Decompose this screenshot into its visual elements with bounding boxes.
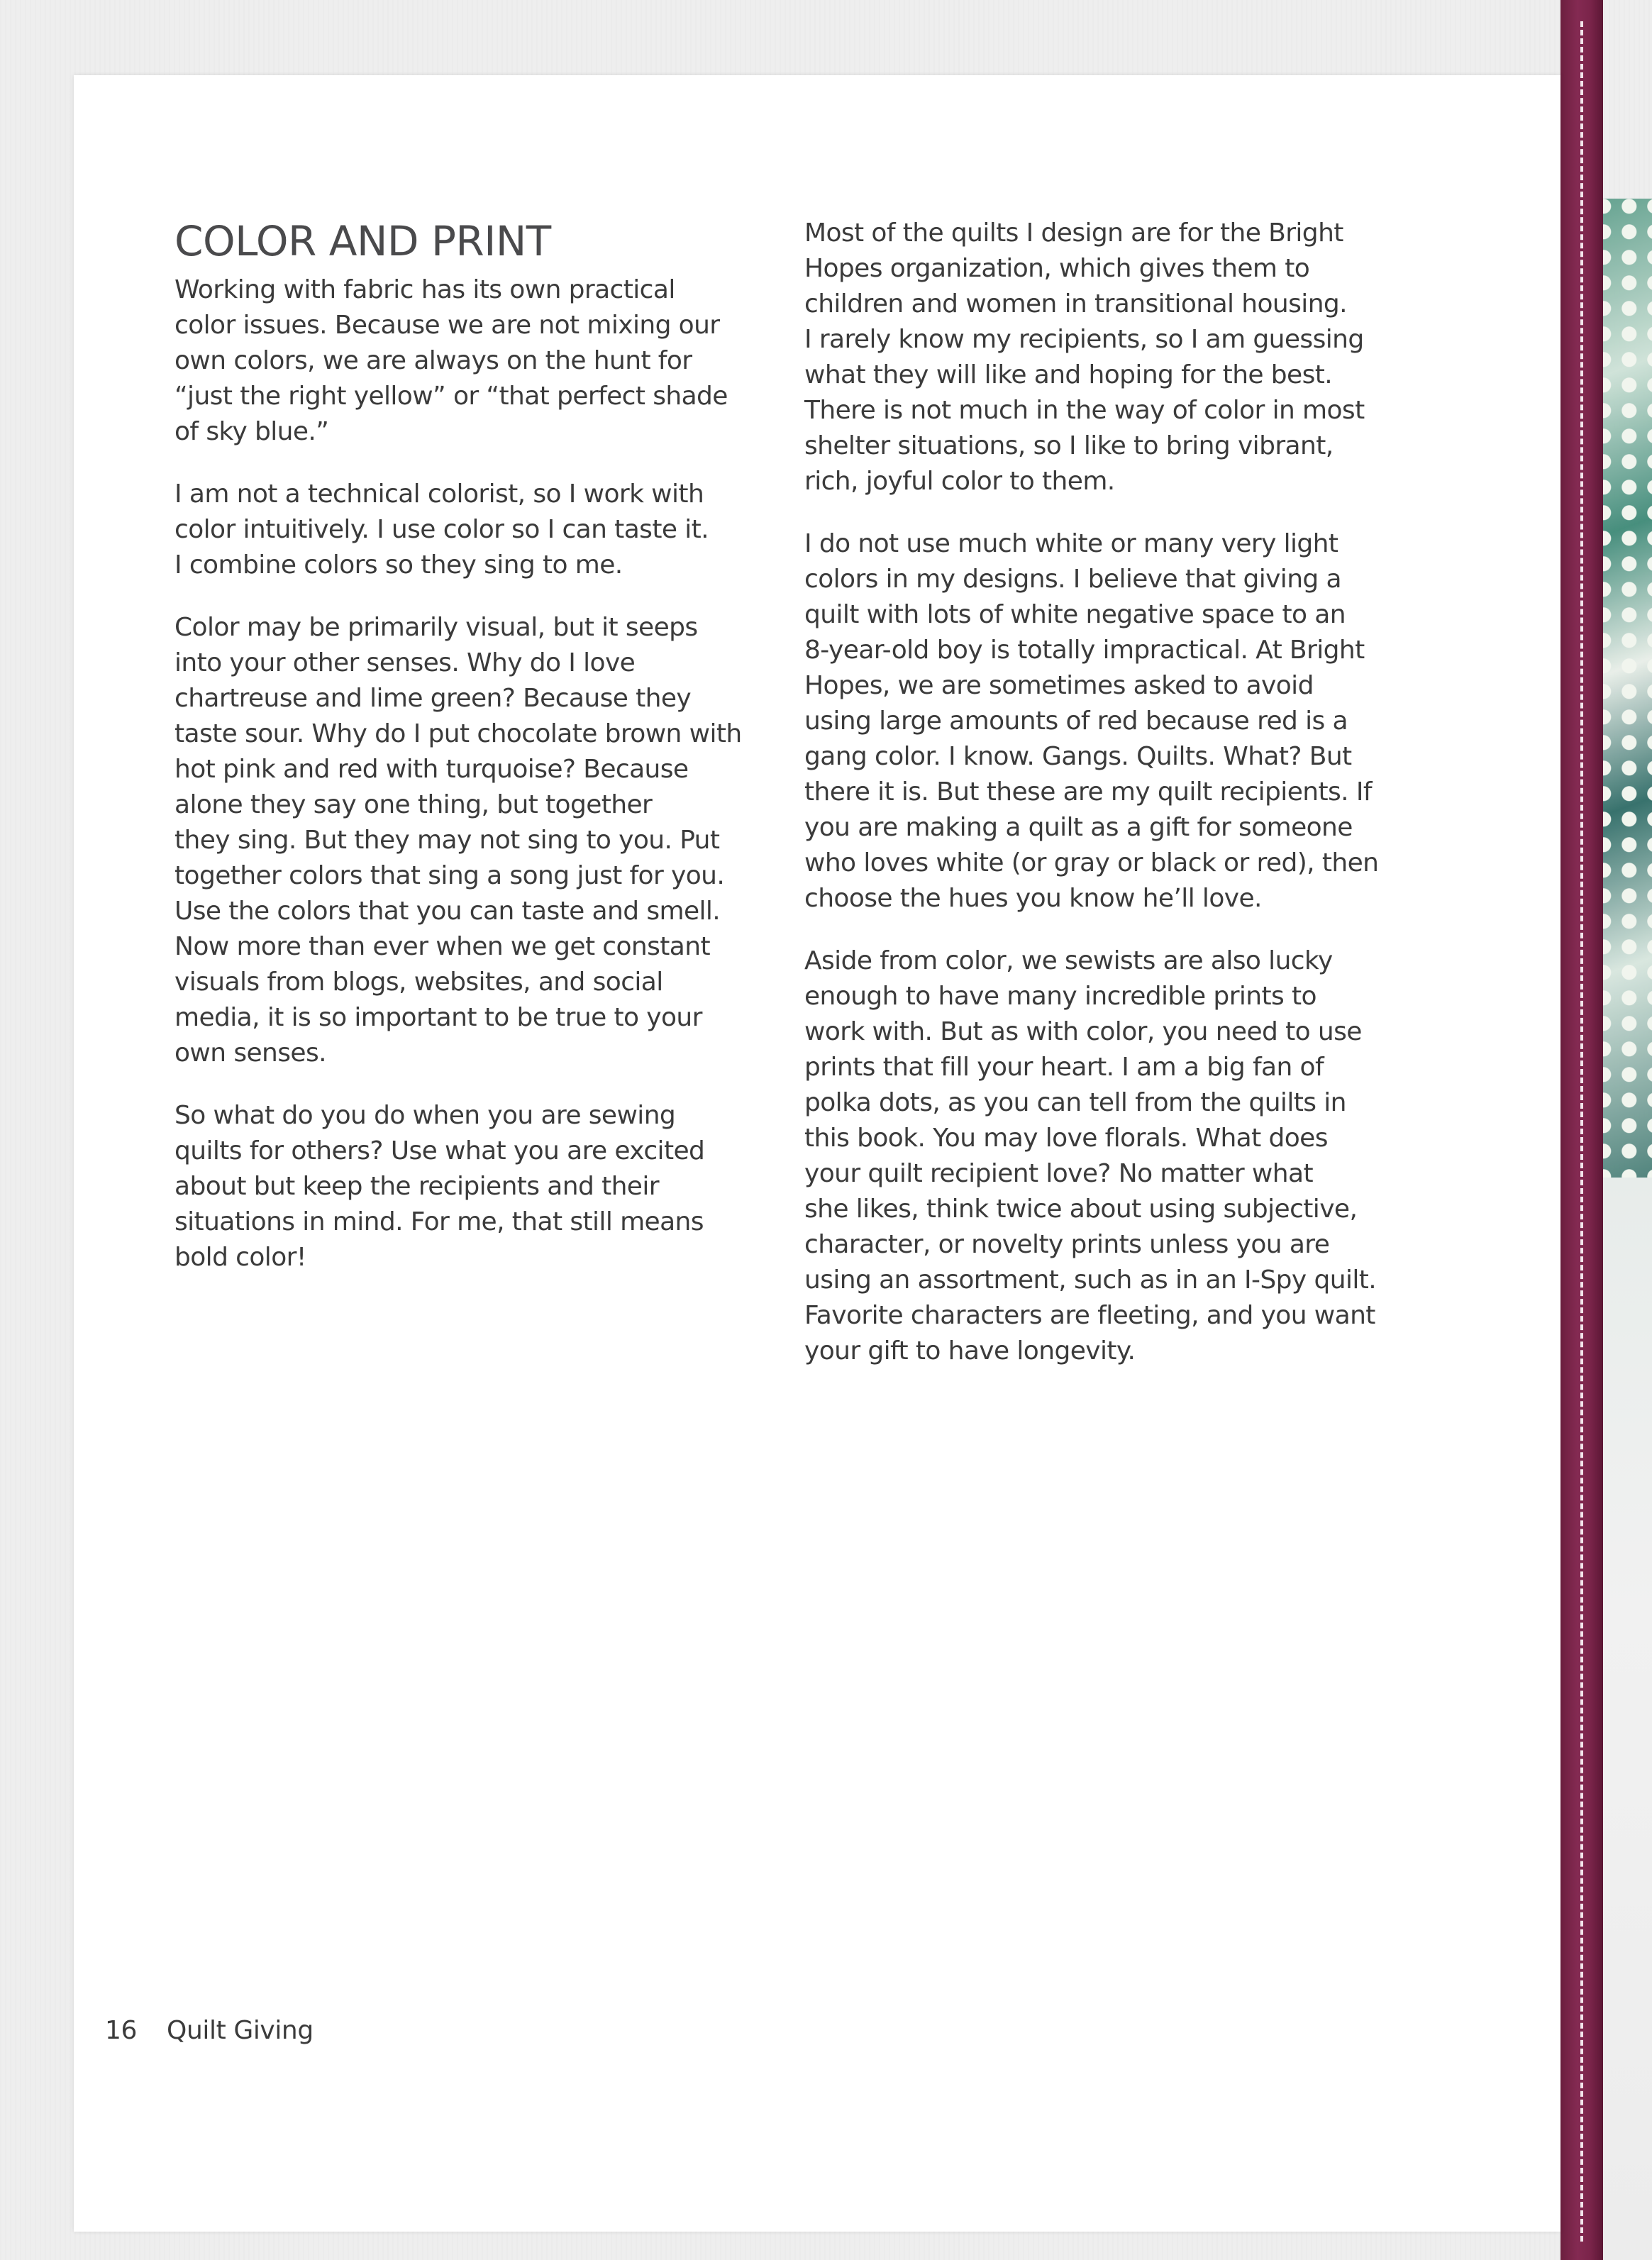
page-footer xyxy=(105,2013,314,2049)
paragraph: Color may be primarily visual, but it seeps into your other senses. Why do I love chartreuse and lime green? Because they taste sour. Why do I put chocolate brown with hot pink and red with turquoise? Because alone they say one thing, but together they sing. But they may not sing to you. Put together colors that sing a song just for you. Use the colors that you can taste and smell. Now more than ever when we get constant visuals from blogs, websites, and social media, it is so important to be true to your own senses. xyxy=(174,613,742,1068)
running-title: Quilt Giving xyxy=(167,2016,314,2045)
paragraph: So what do you do when you are sewing quilts for others? Use what you are excited about but keep the recipients and their situations in mind. For me, that still means bold color! xyxy=(174,1101,705,1272)
paragraph: Aside from color, we sewists are also lucky enough to have many incredible prints to work with. But as with color, you need to use prints that fill your heart. I am a big fan of polka dots, as you can tell from the quilts in this book. You may love florals. What does your quilt recipient love? No matter what she likes, think twice about using subjective, character, or novelty prints unless you are using an assortment, such as in an I-Spy quilt. Favorite characters are fleeting, and you want your gift to have longevity. xyxy=(804,946,1377,1366)
page-number: 16 xyxy=(105,2016,138,2045)
paragraph: I do not use much white or many very light colors in my designs. I believe that giving a quilt with lots of white negative space to an 8-year-old boy is totally impractical. At Bright Hopes, we are sometimes asked to avoid using large amounts of red because red is a gang color. I know. Gangs. Quilts. What? But there it is. But these are my quilt recipients. If you are making a quilt as a gift for someone who loves white (or gray or black or red), then choose the hues you know he’ll love. xyxy=(804,529,1379,913)
section-heading: COLOR AND PRINT xyxy=(174,217,551,265)
background-surface xyxy=(1596,1178,1652,2260)
cover-stitching xyxy=(1580,21,1583,2242)
paragraph: Most of the quilts I design are for the Bright Hopes organization, which gives them to children and women in transitional housing. I rarely know my recipients, so I am guessing what they will like and hoping for the best. There is not much in the way of color in most shelter situations, so I like to bring vibrant, rich, joyful color to them. xyxy=(804,218,1365,496)
fabric-edge xyxy=(1596,199,1652,1178)
paragraph: Working with fabric has its own practical color issues. Because we are not mixing our own colors, we are always on the hunt for “just the right yellow” or “that perfect shade of sky blue.” xyxy=(174,275,728,446)
right-column xyxy=(804,216,1464,1396)
paragraph: I am not a technical colorist, so I work with color intuitively. I use color so I can taste it. I combine colors so they sing to me. xyxy=(174,480,709,580)
left-column xyxy=(174,213,834,1302)
